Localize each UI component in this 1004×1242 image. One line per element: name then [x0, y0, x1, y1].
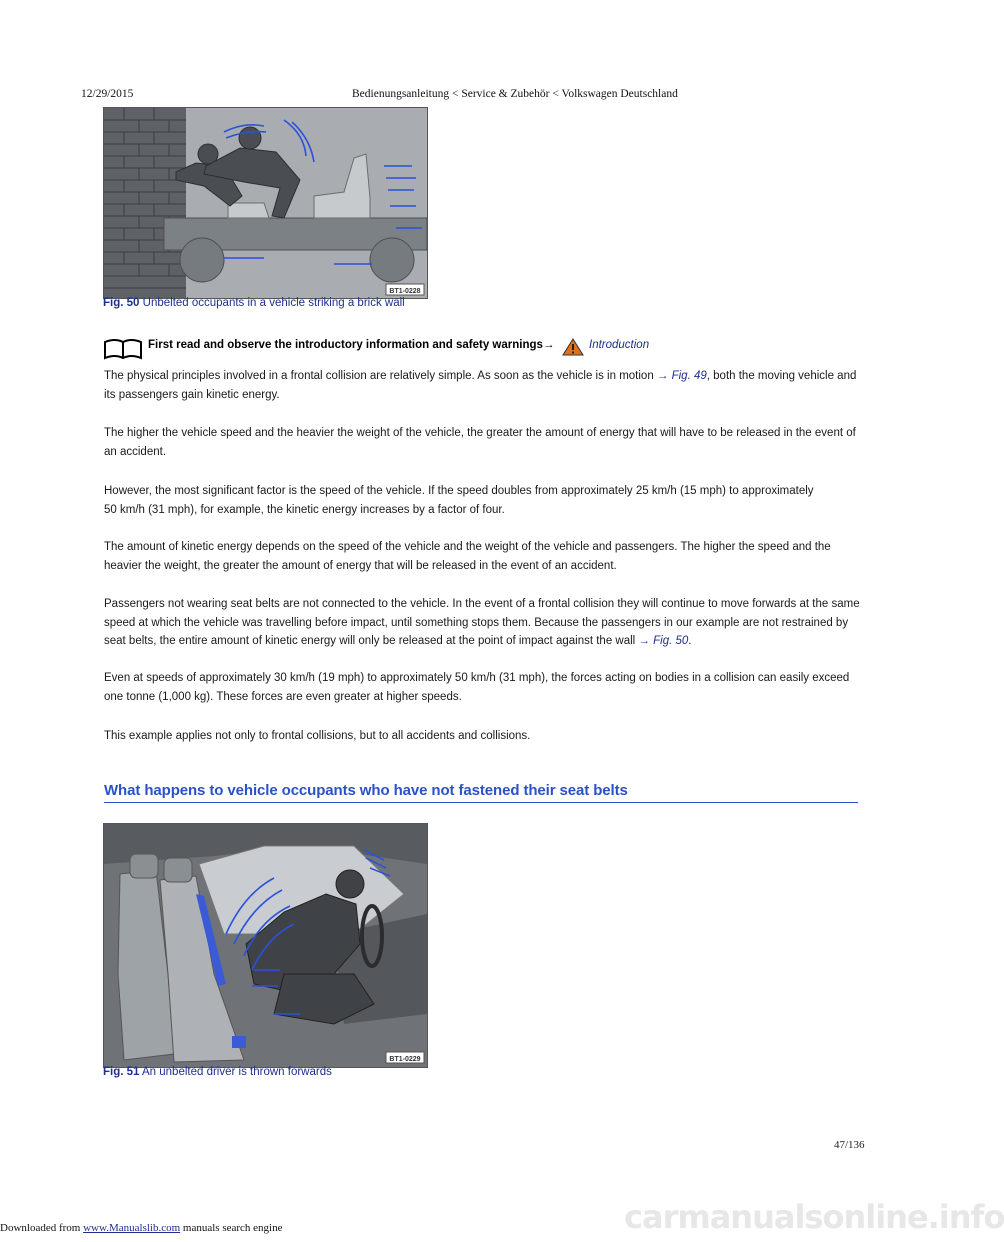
- paragraph-6: Even at speeds of approximately 30 km/h (19 mph) to approximately 50 km/h (31 mph), the forces acting on bodies in a collision can easily exceed one tonne (1,000 kg). These forces are even greater at higher speeds.: [104, 672, 850, 703]
- header-date: 12/29/2015: [81, 88, 134, 100]
- fig50-caption: [103, 297, 405, 309]
- paragraph-3: [104, 482, 864, 519]
- fig51-caption: [103, 1066, 332, 1078]
- read-note-text: First read and observe the introductory information and safety warnings: [148, 339, 543, 351]
- paragraph-5-text-a: Passengers not wearing seat belts are not connected to the vehicle. In the event of a frontal collision they will continue to move forwards at the same speed at which the vehicle was travelling before impact, until something stops them. Because the passengers in our example are not restrained by seat belts, the entire amount of kinetic energy will only be released at the point of impact against the wall: [104, 598, 860, 647]
- brick-wall: [104, 108, 186, 298]
- download-footer: [0, 1222, 282, 1234]
- fig51-caption-text: An unbelted driver is thrown forwards: [142, 1066, 332, 1078]
- section-title: What happens to vehicle occupants who have not fastened their seat belts: [104, 782, 858, 803]
- watermark: carmanualsonline.info: [624, 1198, 1004, 1236]
- fig50-link[interactable]: → Fig. 50: [638, 635, 689, 647]
- fig51-image: [103, 823, 428, 1068]
- paragraph-7: This example applies not only to frontal collisions, but to all accidents and collisions.: [104, 730, 531, 742]
- fig50-caption-text: Unbelted occupants in a vehicle striking a brick wall: [142, 297, 405, 309]
- read-note: [103, 336, 863, 362]
- manualslib-link[interactable]: www.Manualslib.com: [83, 1222, 181, 1234]
- fig50-label: Fig. 50: [103, 297, 140, 309]
- paragraph-5: [104, 595, 864, 651]
- introduction-link[interactable]: Introduction: [589, 339, 650, 351]
- fig51-code: BT1-0229: [389, 1056, 421, 1063]
- header-title: Bedienungsanleitung < Service & Zubehör < Volkswagen Deutschland: [352, 88, 678, 100]
- fig51-label: Fig. 51: [103, 1066, 140, 1078]
- fig50-image: [103, 107, 428, 299]
- paragraph-2: The higher the vehicle speed and the heavier the weight of the vehicle, the greater the amount of energy that will have to be released in the event of an accident.: [104, 427, 856, 458]
- paragraph-3-line-1: However, the most significant factor is the speed of the vehicle. If the speed doubles from approximately 25 km/h (15 mph) to approximately: [104, 485, 814, 497]
- warning-triangle-icon: [562, 338, 584, 356]
- read-note-arrow: →: [543, 339, 555, 351]
- fig49-link[interactable]: → Fig. 49: [656, 370, 707, 382]
- page-number: 47/136: [834, 1139, 865, 1151]
- paragraph-1-text-a: The physical principles involved in a frontal collision are relatively simple. As soon as the vehicle is in motion: [104, 370, 657, 382]
- paragraph-4: The amount of kinetic energy depends on the speed of the vehicle and the weight of the vehicle and passengers. The higher the speed and the heavier the weight, the greater the amount of energy that will be released in the event of an accident.: [104, 541, 831, 572]
- footer-suffix: manuals search engine: [180, 1222, 283, 1234]
- paragraph-5-text-b: .: [688, 635, 692, 647]
- paragraph-1: [104, 367, 864, 404]
- footer-prefix: Downloaded from: [0, 1222, 84, 1234]
- book-icon: [103, 336, 143, 360]
- paragraph-1-text-b: , both the moving vehicle and its passengers gain kinetic energy.: [104, 370, 857, 401]
- fig50-code: BT1-0228: [389, 288, 421, 295]
- paragraph-3-line-2: 50 km/h (31 mph), for example, the kinetic energy increases by a factor of four.: [104, 503, 505, 516]
